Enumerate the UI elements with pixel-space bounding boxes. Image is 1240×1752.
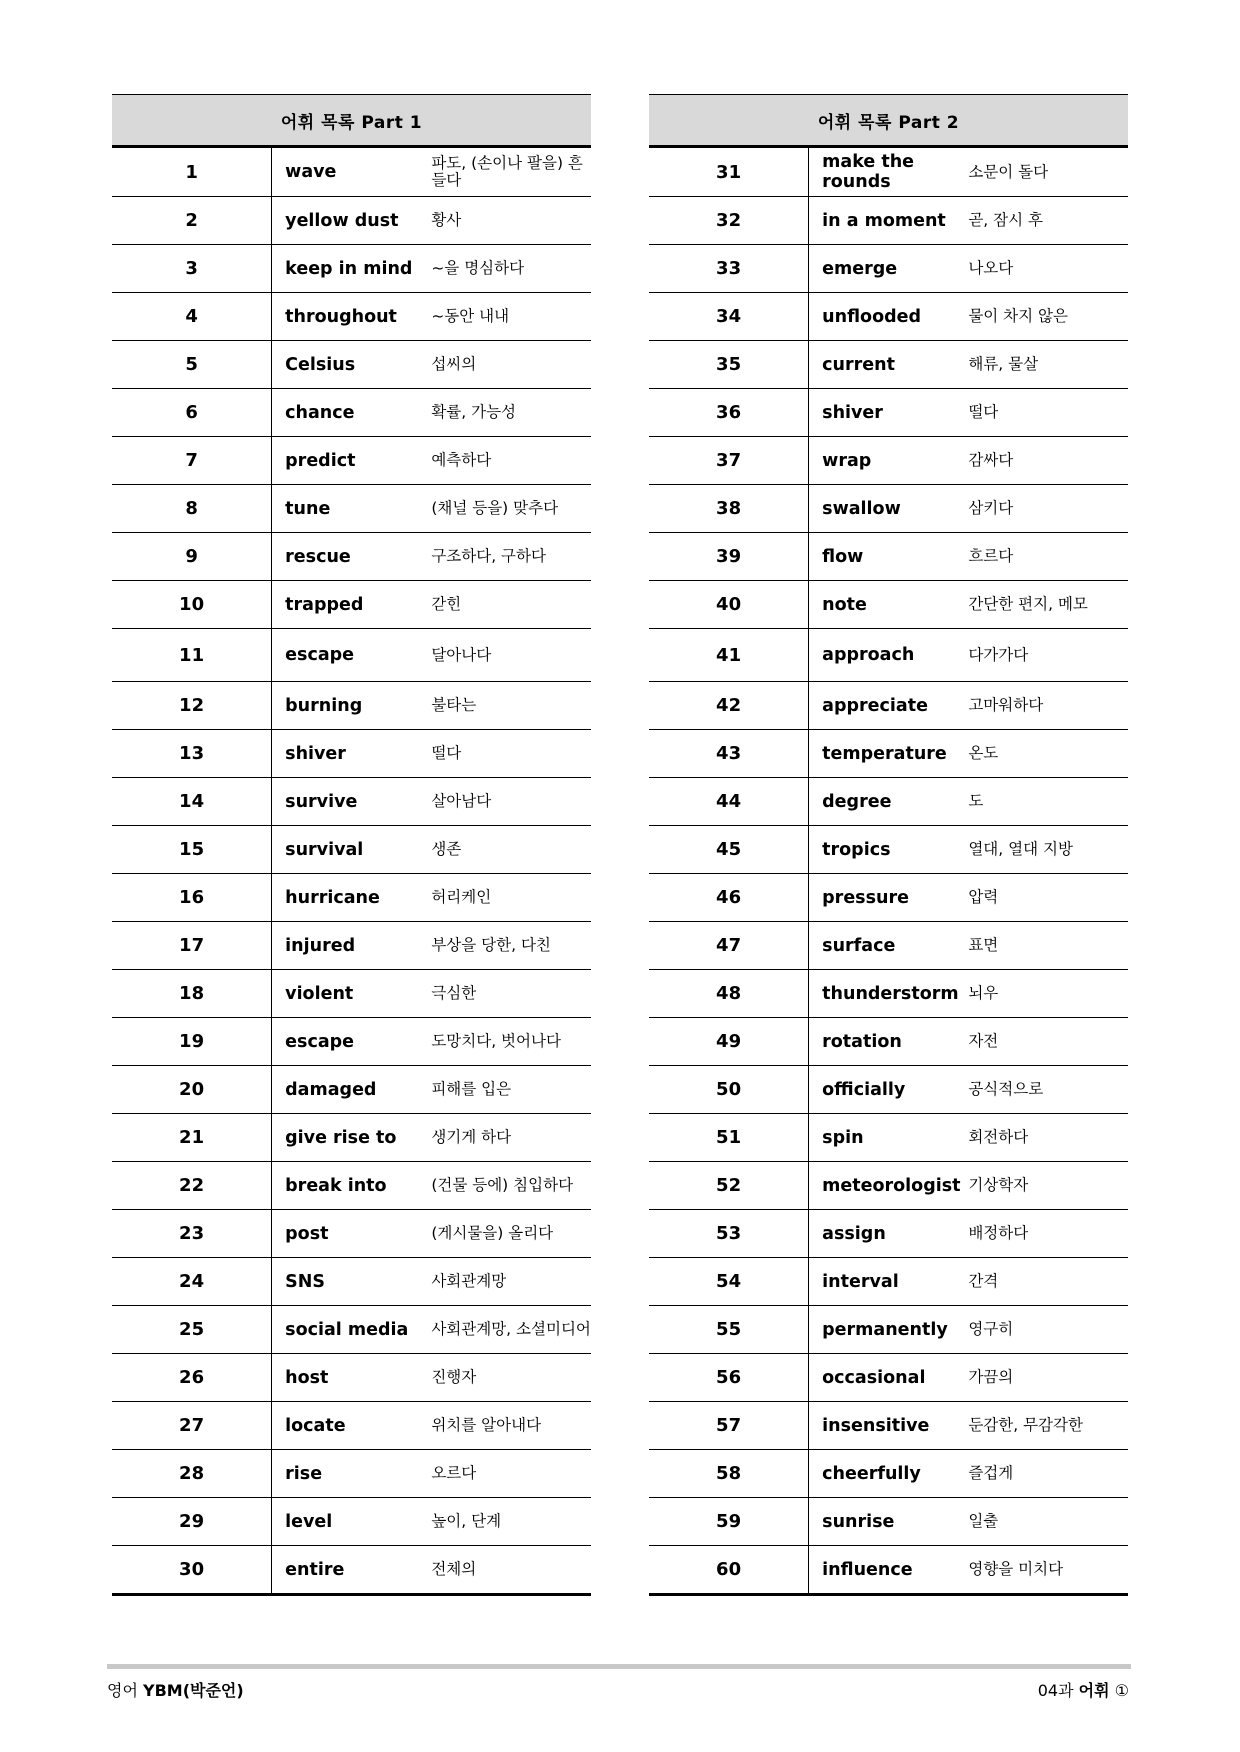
english-word: flow xyxy=(809,533,969,581)
english-word: appreciate xyxy=(809,682,969,730)
table-row xyxy=(649,437,1128,485)
table-row xyxy=(649,1546,1128,1595)
row-number: 32 xyxy=(649,197,809,245)
korean-meaning: 뇌우 xyxy=(968,970,1128,1018)
table-title: 어휘 목록 Part 1 xyxy=(112,95,591,147)
english-word: interval xyxy=(809,1258,969,1306)
english-word: host xyxy=(272,1354,432,1402)
table-row xyxy=(649,245,1128,293)
english-word: escape xyxy=(272,1018,432,1066)
english-word: thunderstorm xyxy=(809,970,969,1018)
english-word: pressure xyxy=(809,874,969,922)
row-number: 59 xyxy=(649,1498,809,1546)
table-row xyxy=(649,1066,1128,1114)
english-word: rescue xyxy=(272,533,432,581)
table-row xyxy=(649,922,1128,970)
row-number: 14 xyxy=(112,778,272,826)
korean-meaning: 도 xyxy=(968,778,1128,826)
row-number: 29 xyxy=(112,1498,272,1546)
table-row xyxy=(112,1066,591,1114)
table-row xyxy=(649,629,1128,682)
table-row xyxy=(649,1498,1128,1546)
row-number: 38 xyxy=(649,485,809,533)
row-number: 46 xyxy=(649,874,809,922)
footer-textbook: YBM(박준언) xyxy=(143,1681,244,1700)
row-number: 6 xyxy=(112,389,272,437)
row-number: 31 xyxy=(649,147,809,197)
footer-lesson-number: 04과 xyxy=(1037,1681,1079,1700)
english-word: emerge xyxy=(809,245,969,293)
table-row xyxy=(649,1354,1128,1402)
table-row xyxy=(112,533,591,581)
table-row xyxy=(112,581,591,629)
korean-meaning: 가끔의 xyxy=(968,1354,1128,1402)
english-word: injured xyxy=(272,922,432,970)
table-row xyxy=(649,293,1128,341)
row-number: 2 xyxy=(112,197,272,245)
row-number: 50 xyxy=(649,1066,809,1114)
table-row xyxy=(112,197,591,245)
row-number: 5 xyxy=(112,341,272,389)
row-number: 28 xyxy=(112,1450,272,1498)
english-word: tune xyxy=(272,485,432,533)
row-number: 30 xyxy=(112,1546,272,1595)
row-number: 34 xyxy=(649,293,809,341)
table-body xyxy=(649,147,1128,1595)
korean-meaning: 살아남다 xyxy=(431,778,591,826)
korean-meaning: 삼키다 xyxy=(968,485,1128,533)
english-word: social media xyxy=(272,1306,432,1354)
korean-meaning: 회전하다 xyxy=(968,1114,1128,1162)
korean-meaning: 생기게 하다 xyxy=(431,1114,591,1162)
english-word: wrap xyxy=(809,437,969,485)
row-number: 4 xyxy=(112,293,272,341)
row-number: 55 xyxy=(649,1306,809,1354)
row-number: 15 xyxy=(112,826,272,874)
table-row xyxy=(649,1162,1128,1210)
korean-meaning: 생존 xyxy=(431,826,591,874)
table-title: 어휘 목록 Part 2 xyxy=(649,95,1128,147)
table-row xyxy=(112,1210,591,1258)
table-row xyxy=(649,389,1128,437)
row-number: 42 xyxy=(649,682,809,730)
row-number: 49 xyxy=(649,1018,809,1066)
row-number: 1 xyxy=(112,147,272,197)
table-row xyxy=(112,341,591,389)
korean-meaning: 고마워하다 xyxy=(968,682,1128,730)
english-word: keep in mind xyxy=(272,245,432,293)
korean-meaning: 떨다 xyxy=(968,389,1128,437)
footer-publisher xyxy=(107,1678,244,1701)
row-number: 48 xyxy=(649,970,809,1018)
english-word: throughout xyxy=(272,293,432,341)
english-word: sunrise xyxy=(809,1498,969,1546)
korean-meaning: 일출 xyxy=(968,1498,1128,1546)
table-row xyxy=(112,245,591,293)
english-word: shiver xyxy=(809,389,969,437)
row-number: 17 xyxy=(112,922,272,970)
english-word: survive xyxy=(272,778,432,826)
row-number: 27 xyxy=(112,1402,272,1450)
korean-meaning: 영구히 xyxy=(968,1306,1128,1354)
table-row xyxy=(649,682,1128,730)
korean-meaning: 배정하다 xyxy=(968,1210,1128,1258)
korean-meaning: 물이 차지 않은 xyxy=(968,293,1128,341)
korean-meaning: 파도, (손이나 팔을) 흔들다 xyxy=(431,147,591,197)
korean-meaning: 나오다 xyxy=(968,245,1128,293)
row-number: 18 xyxy=(112,970,272,1018)
english-word: make the rounds xyxy=(809,147,969,197)
table-row xyxy=(112,1018,591,1066)
table-row xyxy=(112,1354,591,1402)
row-number: 13 xyxy=(112,730,272,778)
korean-meaning: 영향을 미치다 xyxy=(968,1546,1128,1595)
table-row xyxy=(649,485,1128,533)
english-word: Celsius xyxy=(272,341,432,389)
korean-meaning: 불타는 xyxy=(431,682,591,730)
korean-meaning: ~을 명심하다 xyxy=(431,245,591,293)
row-number: 21 xyxy=(112,1114,272,1162)
table-row xyxy=(649,730,1128,778)
english-word: give rise to xyxy=(272,1114,432,1162)
row-number: 36 xyxy=(649,389,809,437)
row-number: 47 xyxy=(649,922,809,970)
table-row xyxy=(112,970,591,1018)
english-word: spin xyxy=(809,1114,969,1162)
row-number: 10 xyxy=(112,581,272,629)
row-number: 9 xyxy=(112,533,272,581)
english-word: yellow dust xyxy=(272,197,432,245)
row-number: 51 xyxy=(649,1114,809,1162)
korean-meaning: 달아나다 xyxy=(431,629,591,682)
korean-meaning: 다가가다 xyxy=(968,629,1128,682)
table-row xyxy=(649,826,1128,874)
korean-meaning: 높이, 단계 xyxy=(431,1498,591,1546)
english-word: approach xyxy=(809,629,969,682)
korean-meaning: 갇힌 xyxy=(431,581,591,629)
table-row xyxy=(112,389,591,437)
korean-meaning: 즐겁게 xyxy=(968,1450,1128,1498)
korean-meaning: 사회관계망, 소셜미디어 xyxy=(431,1306,591,1354)
korean-meaning: 위치를 알아내다 xyxy=(431,1402,591,1450)
table-row xyxy=(649,197,1128,245)
row-number: 16 xyxy=(112,874,272,922)
english-word: level xyxy=(272,1498,432,1546)
table-row xyxy=(112,1258,591,1306)
korean-meaning: 기상학자 xyxy=(968,1162,1128,1210)
english-word: survival xyxy=(272,826,432,874)
english-word: unflooded xyxy=(809,293,969,341)
korean-meaning: 오르다 xyxy=(431,1450,591,1498)
korean-meaning: (채널 등을) 맞추다 xyxy=(431,485,591,533)
table-row xyxy=(112,437,591,485)
english-word: rotation xyxy=(809,1018,969,1066)
korean-meaning: 열대, 열대 지방 xyxy=(968,826,1128,874)
korean-meaning: 감싸다 xyxy=(968,437,1128,485)
english-word: officially xyxy=(809,1066,969,1114)
row-number: 57 xyxy=(649,1402,809,1450)
row-number: 26 xyxy=(112,1354,272,1402)
korean-meaning: 온도 xyxy=(968,730,1128,778)
row-number: 37 xyxy=(649,437,809,485)
english-word: swallow xyxy=(809,485,969,533)
row-number: 33 xyxy=(649,245,809,293)
table-row xyxy=(649,1402,1128,1450)
korean-meaning: 표면 xyxy=(968,922,1128,970)
table-row xyxy=(112,1114,591,1162)
table-row xyxy=(112,1162,591,1210)
korean-meaning: 떨다 xyxy=(431,730,591,778)
korean-meaning: 사회관계망 xyxy=(431,1258,591,1306)
english-word: surface xyxy=(809,922,969,970)
table-row xyxy=(112,1546,591,1595)
korean-meaning: 진행자 xyxy=(431,1354,591,1402)
row-number: 7 xyxy=(112,437,272,485)
english-word: trapped xyxy=(272,581,432,629)
row-number: 44 xyxy=(649,778,809,826)
korean-meaning: 곧, 잠시 후 xyxy=(968,197,1128,245)
row-number: 19 xyxy=(112,1018,272,1066)
table-row xyxy=(649,1450,1128,1498)
footer-section: 어휘 xyxy=(1078,1681,1110,1700)
korean-meaning: ~동안 내내 xyxy=(431,293,591,341)
row-number: 3 xyxy=(112,245,272,293)
table-row xyxy=(112,826,591,874)
english-word: wave xyxy=(272,147,432,197)
table-row xyxy=(649,581,1128,629)
table-row xyxy=(649,341,1128,389)
english-word: meteorologist xyxy=(809,1162,969,1210)
row-number: 45 xyxy=(649,826,809,874)
korean-meaning: 피해를 입은 xyxy=(431,1066,591,1114)
footer-lesson xyxy=(1038,1678,1129,1701)
row-number: 56 xyxy=(649,1354,809,1402)
english-word: chance xyxy=(272,389,432,437)
english-word: predict xyxy=(272,437,432,485)
english-word: assign xyxy=(809,1210,969,1258)
english-word: break into xyxy=(272,1162,432,1210)
table-row xyxy=(112,629,591,682)
korean-meaning: 섭씨의 xyxy=(431,341,591,389)
korean-meaning: (게시물을) 올리다 xyxy=(431,1210,591,1258)
korean-meaning: 간단한 편지, 메모 xyxy=(968,581,1128,629)
korean-meaning: 확률, 가능성 xyxy=(431,389,591,437)
row-number: 41 xyxy=(649,629,809,682)
row-number: 54 xyxy=(649,1258,809,1306)
english-word: damaged xyxy=(272,1066,432,1114)
table-row xyxy=(649,1018,1128,1066)
row-number: 11 xyxy=(112,629,272,682)
table-row xyxy=(112,682,591,730)
table-row xyxy=(112,1450,591,1498)
table-row xyxy=(649,1114,1128,1162)
table-row xyxy=(112,730,591,778)
english-word: locate xyxy=(272,1402,432,1450)
row-number: 8 xyxy=(112,485,272,533)
english-word: degree xyxy=(809,778,969,826)
english-word: entire xyxy=(272,1546,432,1595)
english-word: hurricane xyxy=(272,874,432,922)
footer-subject: 영어 xyxy=(107,1681,143,1700)
english-word: permanently xyxy=(809,1306,969,1354)
row-number: 52 xyxy=(649,1162,809,1210)
korean-meaning: 공식적으로 xyxy=(968,1066,1128,1114)
english-word: violent xyxy=(272,970,432,1018)
table-row xyxy=(649,874,1128,922)
korean-meaning: (건물 등에) 침입하다 xyxy=(431,1162,591,1210)
english-word: insensitive xyxy=(809,1402,969,1450)
row-number: 25 xyxy=(112,1306,272,1354)
korean-meaning: 부상을 당한, 다친 xyxy=(431,922,591,970)
english-word: shiver xyxy=(272,730,432,778)
row-number: 58 xyxy=(649,1450,809,1498)
korean-meaning: 구조하다, 구하다 xyxy=(431,533,591,581)
korean-meaning: 예측하다 xyxy=(431,437,591,485)
english-word: burning xyxy=(272,682,432,730)
table-row xyxy=(649,1306,1128,1354)
table-row xyxy=(112,485,591,533)
table-row xyxy=(649,147,1128,197)
table-row xyxy=(112,1498,591,1546)
korean-meaning: 둔감한, 무감각한 xyxy=(968,1402,1128,1450)
korean-meaning: 자전 xyxy=(968,1018,1128,1066)
korean-meaning: 압력 xyxy=(968,874,1128,922)
table-row xyxy=(112,922,591,970)
row-number: 12 xyxy=(112,682,272,730)
english-word: note xyxy=(809,581,969,629)
row-number: 35 xyxy=(649,341,809,389)
english-word: influence xyxy=(809,1546,969,1595)
korean-meaning: 흐르다 xyxy=(968,533,1128,581)
korean-meaning: 도망치다, 벗어나다 xyxy=(431,1018,591,1066)
english-word: temperature xyxy=(809,730,969,778)
english-word: escape xyxy=(272,629,432,682)
row-number: 39 xyxy=(649,533,809,581)
vocab-table-part-2 xyxy=(649,94,1128,1596)
table-row xyxy=(112,1306,591,1354)
korean-meaning: 황사 xyxy=(431,197,591,245)
footer-page-marker: ① xyxy=(1109,1681,1129,1700)
row-number: 40 xyxy=(649,581,809,629)
table-row xyxy=(112,1402,591,1450)
vocab-table-part-1 xyxy=(112,94,591,1596)
row-number: 60 xyxy=(649,1546,809,1595)
table-row xyxy=(112,874,591,922)
english-word: rise xyxy=(272,1450,432,1498)
row-number: 43 xyxy=(649,730,809,778)
table-row xyxy=(112,293,591,341)
row-number: 22 xyxy=(112,1162,272,1210)
korean-meaning: 허리케인 xyxy=(431,874,591,922)
table-row xyxy=(112,778,591,826)
english-word: SNS xyxy=(272,1258,432,1306)
english-word: occasional xyxy=(809,1354,969,1402)
table-row xyxy=(649,970,1128,1018)
table-row xyxy=(649,533,1128,581)
table-row xyxy=(112,147,591,197)
korean-meaning: 전체의 xyxy=(431,1546,591,1595)
row-number: 23 xyxy=(112,1210,272,1258)
row-number: 20 xyxy=(112,1066,272,1114)
english-word: current xyxy=(809,341,969,389)
english-word: in a moment xyxy=(809,197,969,245)
korean-meaning: 극심한 xyxy=(431,970,591,1018)
korean-meaning: 해류, 물살 xyxy=(968,341,1128,389)
table-row xyxy=(649,1258,1128,1306)
footer-divider xyxy=(107,1664,1131,1669)
english-word: tropics xyxy=(809,826,969,874)
english-word: cheerfully xyxy=(809,1450,969,1498)
korean-meaning: 소문이 돌다 xyxy=(968,147,1128,197)
row-number: 53 xyxy=(649,1210,809,1258)
korean-meaning: 간격 xyxy=(968,1258,1128,1306)
row-number: 24 xyxy=(112,1258,272,1306)
english-word: post xyxy=(272,1210,432,1258)
table-body xyxy=(112,147,591,1595)
table-row xyxy=(649,1210,1128,1258)
table-row xyxy=(649,778,1128,826)
